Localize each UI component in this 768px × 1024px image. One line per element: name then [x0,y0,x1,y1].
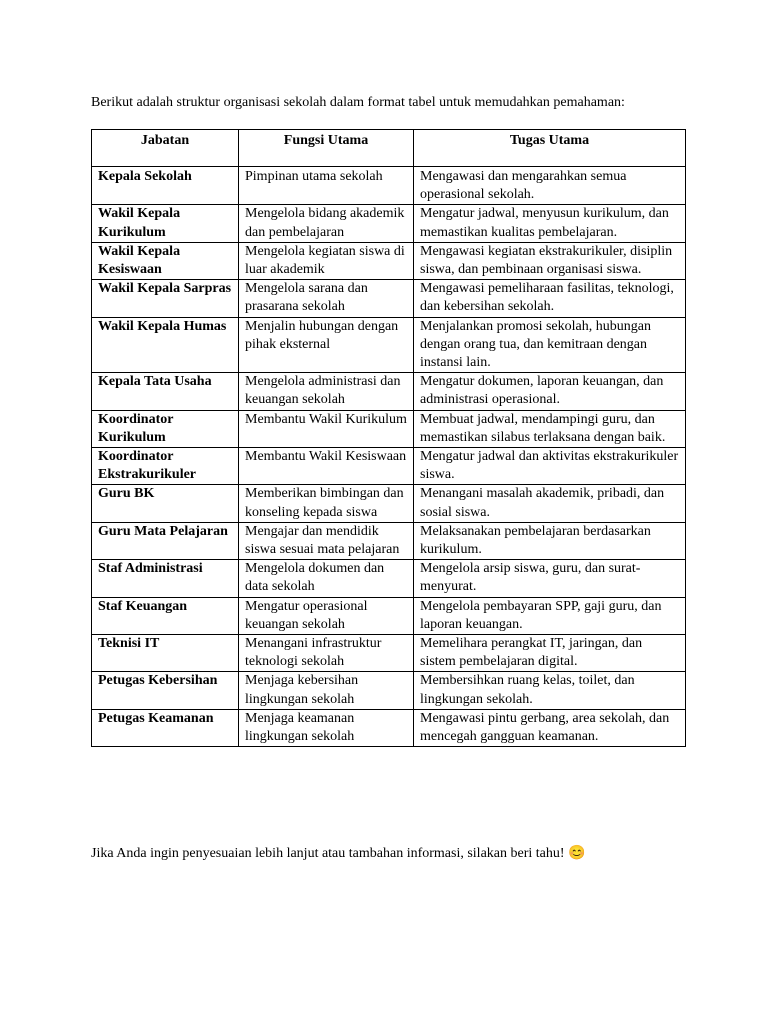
table-row [92,635,686,672]
cell-jabatan: Staf Administrasi [92,560,239,597]
cell-jabatan: Petugas Kebersihan [92,672,239,709]
cell-tugas: Mengatur jadwal dan aktivitas ekstrakurikuler siswa. [414,448,686,485]
table-row [92,410,686,447]
cell-jabatan: Teknisi IT [92,635,239,672]
cell-fungsi: Menjalin hubungan dengan pihak eksternal [239,317,414,373]
cell-tugas: Mengawasi pemeliharaan fasilitas, teknologi, dan kebersihan sekolah. [414,280,686,317]
cell-fungsi: Mengelola sarana dan prasarana sekolah [239,280,414,317]
table-row [92,448,686,485]
cell-fungsi: Menjaga keamanan lingkungan sekolah [239,709,414,746]
intro-paragraph: Berikut adalah struktur organisasi sekolah dalam format tabel untuk memudahkan pemahaman: [91,95,625,110]
table-row [92,560,686,597]
header-tugas-utama: Tugas Utama [414,130,686,167]
cell-tugas: Membersihkan ruang kelas, toilet, dan lingkungan sekolah. [414,672,686,709]
table-row [92,485,686,522]
closing-paragraph: Jika Anda ingin penyesuaian lebih lanjut atau tambahan informasi, silakan beri tahu! 😊 [91,846,586,861]
table-row [92,522,686,559]
cell-jabatan: Guru BK [92,485,239,522]
cell-fungsi: Menjaga kebersihan lingkungan sekolah [239,672,414,709]
cell-fungsi: Mengelola bidang akademik dan pembelajaran [239,205,414,242]
cell-fungsi: Mengelola dokumen dan data sekolah [239,560,414,597]
table-row [92,317,686,373]
cell-jabatan: Staf Keuangan [92,597,239,634]
cell-tugas: Memelihara perangkat IT, jaringan, dan sistem pembelajaran digital. [414,635,686,672]
cell-jabatan: Petugas Keamanan [92,709,239,746]
cell-tugas: Mengatur dokumen, laporan keuangan, dan administrasi operasional. [414,373,686,410]
cell-tugas: Mengatur jadwal, menyusun kurikulum, dan memastikan kualitas pembelajaran. [414,205,686,242]
cell-jabatan: Koordinator Kurikulum [92,410,239,447]
cell-fungsi: Mengajar dan mendidik siswa sesuai mata pelajaran [239,522,414,559]
cell-fungsi: Pimpinan utama sekolah [239,167,414,205]
cell-jabatan: Wakil Kepala Humas [92,317,239,373]
table-row [92,242,686,279]
cell-jabatan: Koordinator Ekstrakurikuler [92,448,239,485]
cell-tugas: Mengawasi dan mengarahkan semua operasional sekolah. [414,167,686,205]
cell-jabatan: Wakil Kepala Sarpras [92,280,239,317]
table-row [92,672,686,709]
cell-jabatan: Wakil Kepala Kurikulum [92,205,239,242]
cell-fungsi: Menangani infrastruktur teknologi sekolah [239,635,414,672]
cell-tugas: Mengawasi pintu gerbang, area sekolah, dan mencegah gangguan keamanan. [414,709,686,746]
table-row [92,709,686,746]
cell-fungsi: Membantu Wakil Kurikulum [239,410,414,447]
table-row [92,597,686,634]
cell-fungsi: Membantu Wakil Kesiswaan [239,448,414,485]
cell-jabatan: Kepala Tata Usaha [92,373,239,410]
table-row [92,205,686,242]
table-row [92,167,686,205]
cell-tugas: Melaksanakan pembelajaran berdasarkan kurikulum. [414,522,686,559]
header-jabatan: Jabatan [92,130,239,167]
cell-tugas: Mengelola pembayaran SPP, gaji guru, dan laporan keuangan. [414,597,686,634]
cell-tugas: Menangani masalah akademik, pribadi, dan sosial siswa. [414,485,686,522]
cell-jabatan: Kepala Sekolah [92,167,239,205]
cell-jabatan: Guru Mata Pelajaran [92,522,239,559]
cell-tugas: Mengawasi kegiatan ekstrakurikuler, disiplin siswa, dan pembinaan organisasi siswa. [414,242,686,279]
cell-fungsi: Mengelola administrasi dan keuangan sekolah [239,373,414,410]
cell-tugas: Menjalankan promosi sekolah, hubungan dengan orang tua, dan kemitraan dengan instansi lain. [414,317,686,373]
cell-tugas: Mengelola arsip siswa, guru, dan surat-menyurat. [414,560,686,597]
cell-tugas: Membuat jadwal, mendampingi guru, dan memastikan silabus terlaksana dengan baik. [414,410,686,447]
cell-jabatan: Wakil Kepala Kesiswaan [92,242,239,279]
table-header-row [92,130,686,167]
table-row [92,373,686,410]
cell-fungsi: Memberikan bimbingan dan konseling kepada siswa [239,485,414,522]
table-row [92,280,686,317]
cell-fungsi: Mengelola kegiatan siswa di luar akademik [239,242,414,279]
header-fungsi-utama: Fungsi Utama [239,130,414,167]
cell-fungsi: Mengatur operasional keuangan sekolah [239,597,414,634]
organization-table [91,129,686,747]
